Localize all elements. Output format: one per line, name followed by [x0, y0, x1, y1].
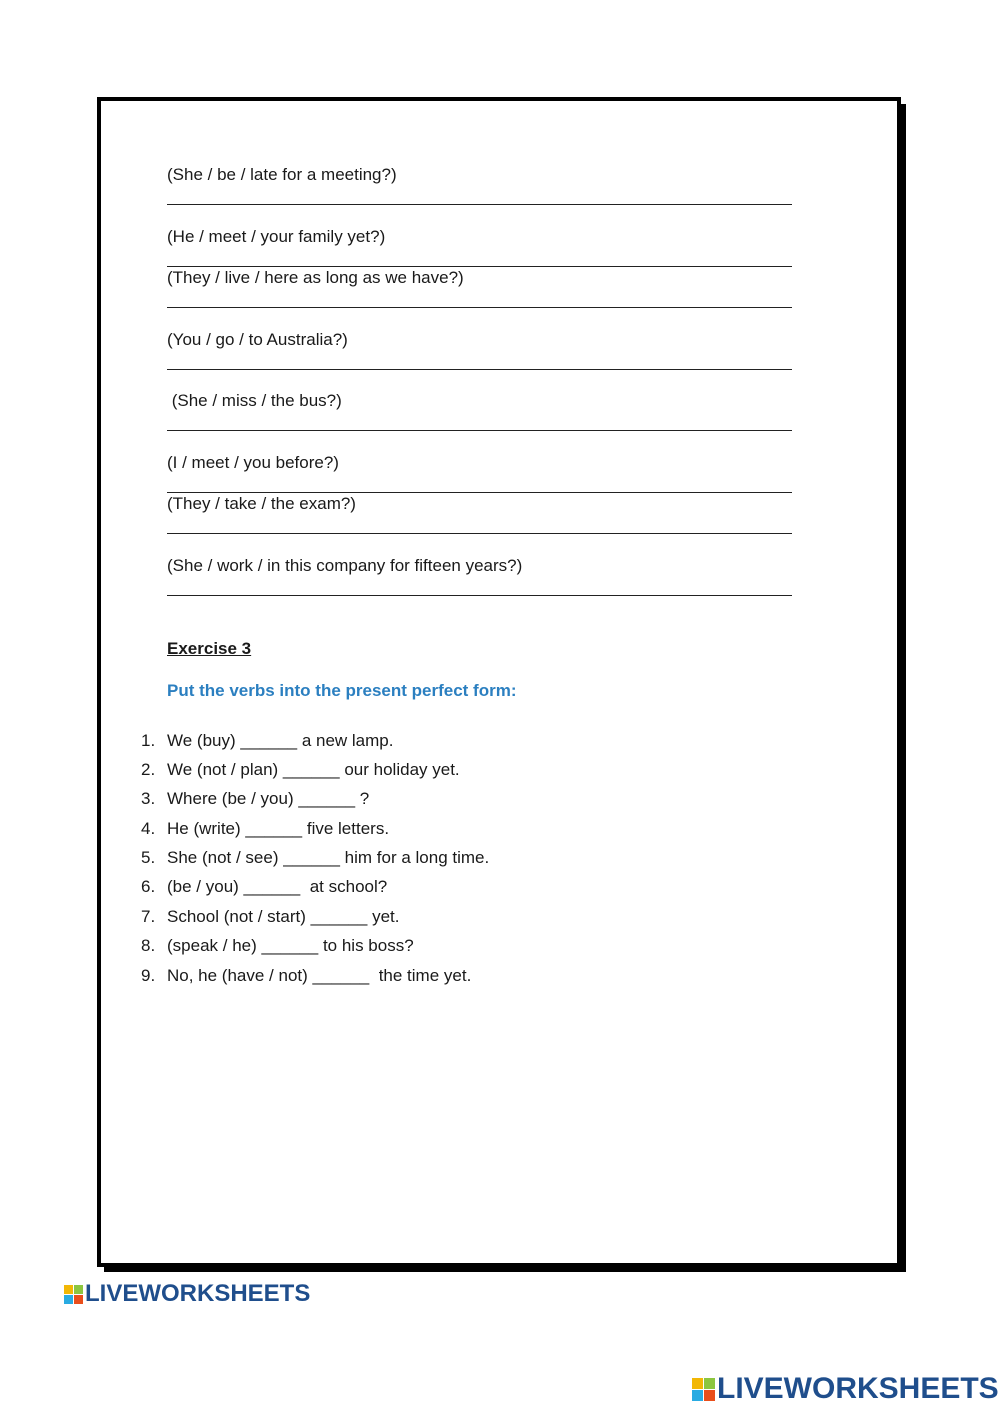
worksheet-page [97, 97, 901, 1267]
exercise-title: Exercise 3 [167, 639, 252, 658]
item-text[interactable]: She (not / see) ______ him for a long time. [167, 848, 490, 867]
item-number: 7. [141, 907, 156, 926]
item-number: 8. [141, 936, 156, 955]
question-3: (They / live / here as long as we have?) [167, 268, 464, 287]
item-text[interactable]: Where (be / you) ______ ? [167, 789, 370, 808]
item-text[interactable]: (be / you) ______ at school? [167, 877, 388, 896]
item-number: 2. [141, 760, 156, 779]
answer-line-7[interactable] [167, 533, 792, 534]
answer-line-5[interactable] [167, 430, 792, 431]
question-1: (She / be / late for a meeting?) [167, 165, 397, 184]
item-number: 4. [141, 819, 156, 838]
item-text[interactable]: No, he (have / not) ______ the time yet. [167, 966, 472, 985]
list-item [141, 731, 393, 751]
item-number: 3. [141, 789, 156, 808]
item-text[interactable]: (speak / he) ______ to his boss? [167, 936, 414, 955]
answer-line-3[interactable] [167, 307, 792, 308]
answer-line-6[interactable] [167, 492, 792, 493]
answer-line-8[interactable] [167, 595, 792, 596]
logo-icon [64, 1285, 83, 1304]
logo-icon [692, 1378, 715, 1401]
question-6: (I / meet / you before?) [167, 453, 339, 472]
item-number: 5. [141, 848, 156, 867]
list-item [141, 760, 460, 780]
liveworksheets-logo [64, 1280, 310, 1308]
item-text[interactable]: We (buy) ______ a new lamp. [167, 731, 394, 750]
list-item [141, 848, 489, 868]
list-item [141, 877, 387, 897]
item-number: 1. [141, 731, 156, 750]
logo-text: LIVEWORKSHEETS [85, 1280, 311, 1307]
answer-line-4[interactable] [167, 369, 792, 370]
item-text[interactable]: School (not / start) ______ yet. [167, 907, 400, 926]
question-4: (You / go / to Australia?) [167, 330, 348, 349]
question-7: (They / take / the exam?) [167, 494, 356, 513]
item-number: 6. [141, 877, 156, 896]
list-item [141, 789, 369, 809]
answer-line-2[interactable] [167, 266, 792, 267]
question-5: (She / miss / the bus?) [167, 391, 342, 410]
liveworksheets-logo [692, 1372, 999, 1406]
question-8: (She / work / in this company for fifteen years?) [167, 556, 523, 575]
question-2: (He / meet / your family yet?) [167, 227, 386, 246]
answer-line-1[interactable] [167, 204, 792, 205]
item-number: 9. [141, 966, 156, 985]
list-item [141, 936, 414, 956]
item-text[interactable]: We (not / plan) ______ our holiday yet. [167, 760, 460, 779]
list-item [141, 907, 399, 927]
exercise-instruction: Put the verbs into the present perfect form: [167, 681, 517, 700]
list-item [141, 819, 389, 839]
logo-text: LIVEWORKSHEETS [717, 1372, 999, 1405]
list-item [141, 966, 471, 986]
item-text[interactable]: He (write) ______ five letters. [167, 819, 390, 838]
